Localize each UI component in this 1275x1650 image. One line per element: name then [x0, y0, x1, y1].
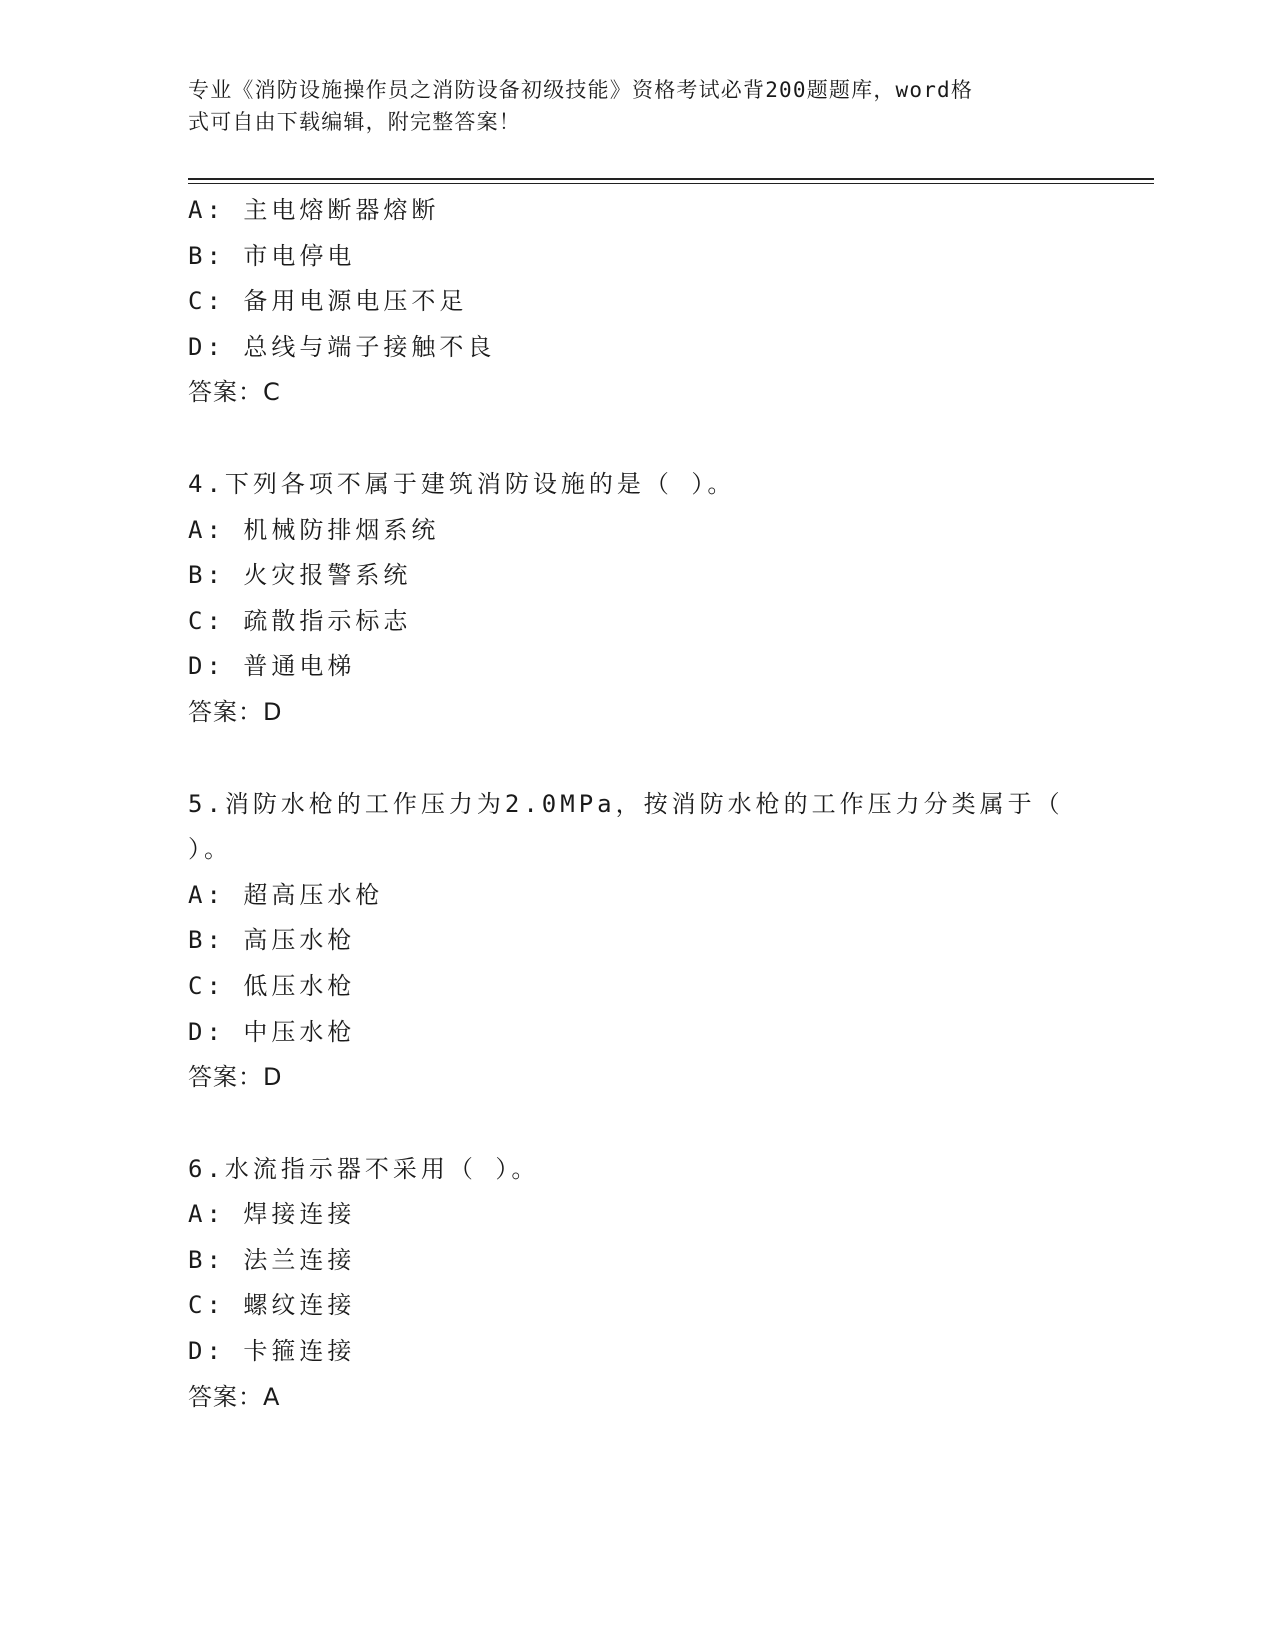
- question-4: [188, 462, 1088, 736]
- question-5-stem-line-1: 5.消防水枪的工作压力为2.0MPa，按消防水枪的工作压力分类属于（: [188, 789, 1064, 818]
- question-6-answer: 答案：A: [188, 1382, 281, 1411]
- question-4-stem: 4.下列各项不属于建筑消防设施的是（ ）。: [188, 469, 736, 498]
- question-5-option-d: D: 中压水枪: [188, 1017, 356, 1046]
- question-5-stem-line-2: ）。: [188, 835, 232, 864]
- spacer: [188, 1101, 1088, 1147]
- question-4-answer: 答案：D: [188, 697, 283, 726]
- spacer: [188, 736, 1088, 782]
- question-4-option-b: B: 火灾报警系统: [188, 561, 412, 590]
- document-header: [188, 74, 1088, 138]
- question-3-option-d: D: 总线与端子接触不良: [188, 332, 496, 361]
- question-5-option-b: B: 高压水枪: [188, 926, 356, 955]
- question-6-stem: 6.水流指示器不采用（ ）。: [188, 1154, 540, 1183]
- question-3-option-a: A: 主电熔断器熔断: [188, 196, 440, 224]
- header-divider-thick: [188, 178, 1154, 180]
- question-5-option-c: C: 低压水枪: [188, 971, 356, 1000]
- question-4-option-a: A: 机械防排烟系统: [188, 515, 440, 544]
- question-3: [188, 188, 1088, 416]
- question-6-option-a: A: 焊接连接: [188, 1200, 356, 1229]
- question-5: [188, 782, 1088, 1101]
- question-6-option-c: C: 螺纹连接: [188, 1291, 356, 1320]
- header-title-line-1: 专业《消防设施操作员之消防设备初级技能》资格考试必背200题题库，word格: [188, 78, 974, 102]
- header-divider-thin: [188, 183, 1154, 184]
- question-3-answer: 答案：C: [188, 378, 281, 407]
- question-6-option-b: B: 法兰连接: [188, 1245, 356, 1274]
- header-title-line-2: 式可自由下载编辑，附完整答案！: [188, 110, 521, 134]
- question-5-option-a: A: 超高压水枪: [188, 880, 384, 909]
- question-3-option-b: B: 市电停电: [188, 241, 356, 270]
- question-4-option-d: D: 普通电梯: [188, 652, 356, 681]
- question-3-option-c: C: 备用电源电压不足: [188, 287, 468, 316]
- question-5-answer: 答案：D: [188, 1063, 283, 1092]
- spacer: [188, 416, 1088, 462]
- question-6-option-d: D: 卡箍连接: [188, 1337, 356, 1366]
- question-6: [188, 1147, 1088, 1421]
- question-list: [188, 188, 1088, 1420]
- question-4-option-c: C: 疏散指示标志: [188, 606, 412, 635]
